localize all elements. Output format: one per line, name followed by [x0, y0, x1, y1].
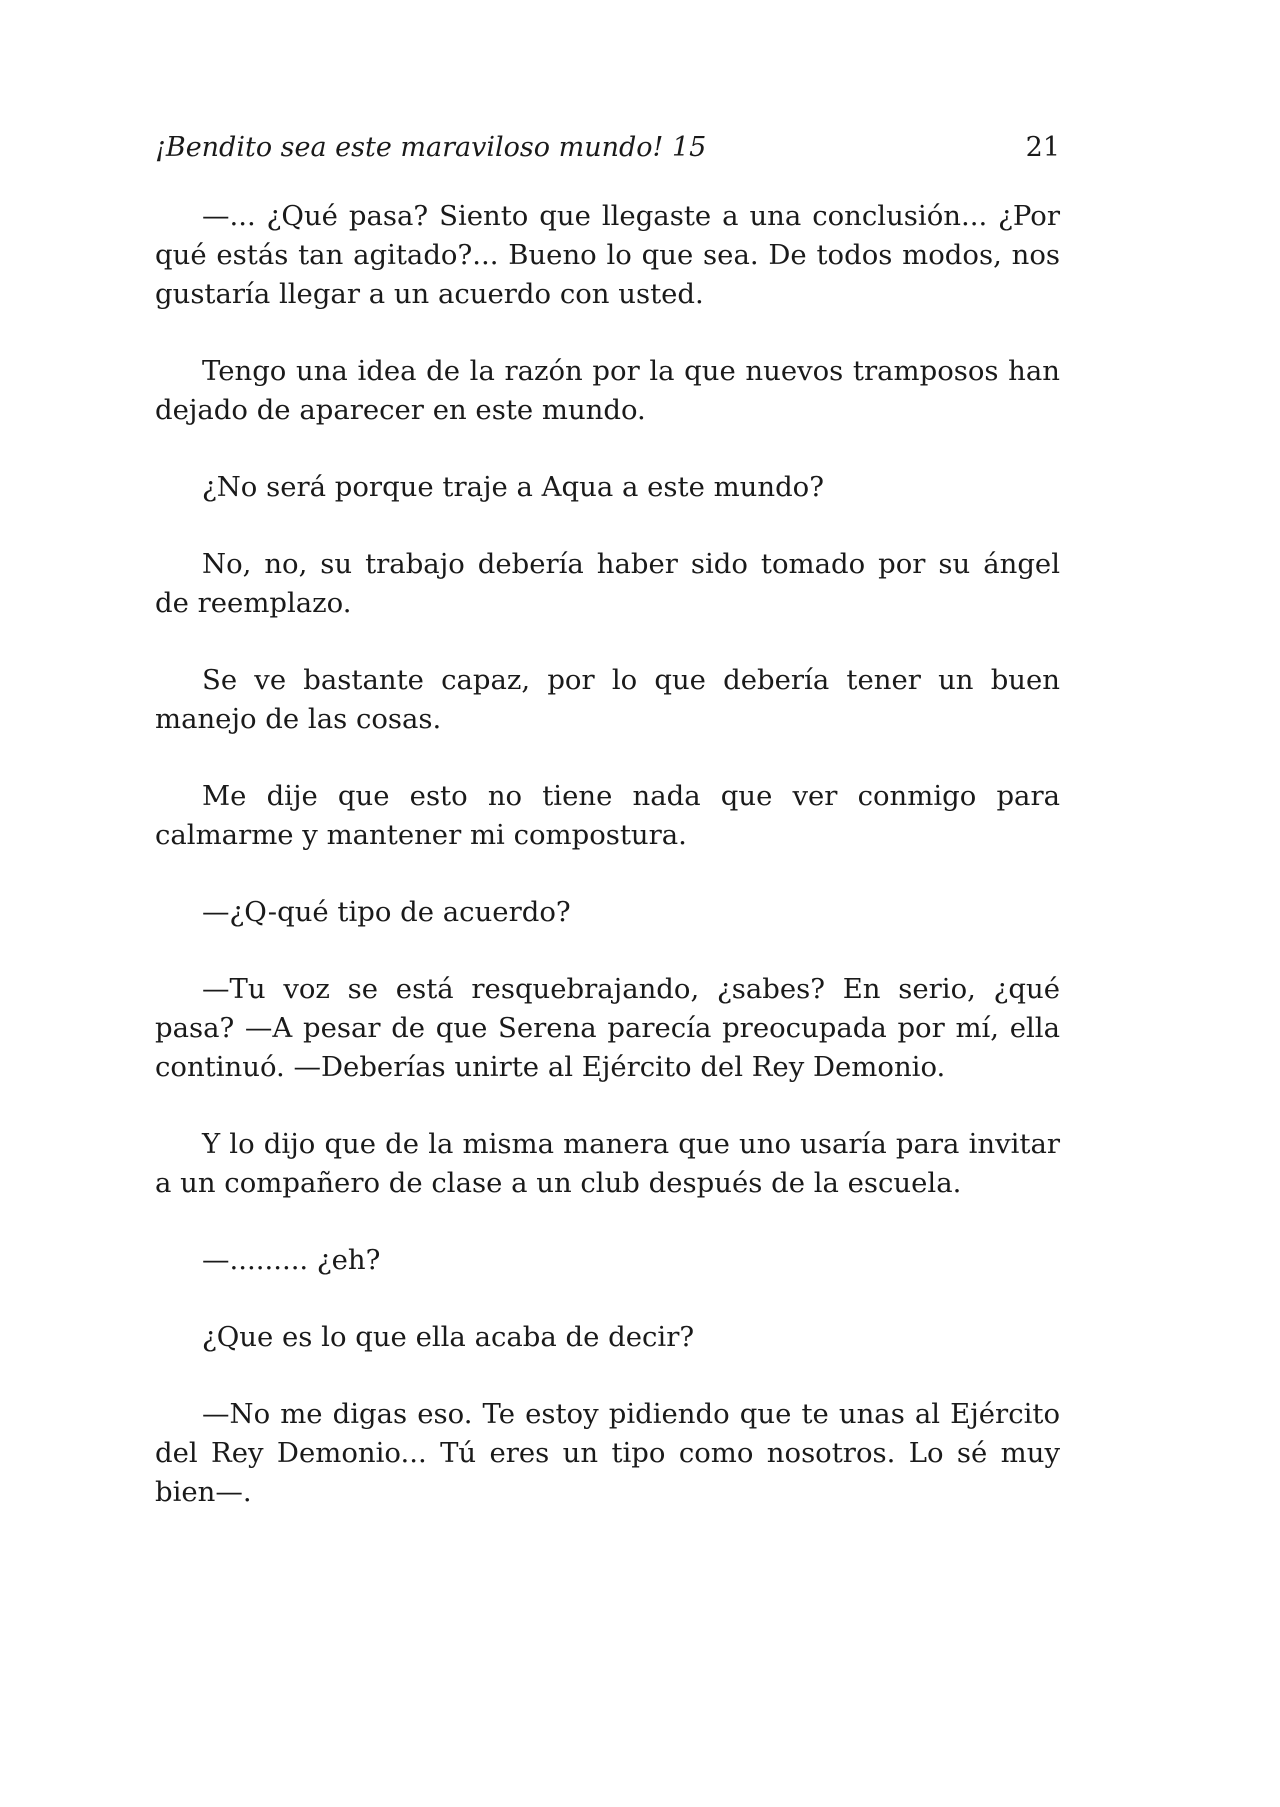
document-page [155, 130, 1060, 1550]
paragraph: —......... ¿eh? [202, 1244, 381, 1277]
paragraph: —No me digas eso. Te estoy pidiendo que te unas al Ejército del Rey Demonio... Tú eres un tipo como nosotros. Lo sé muy bien—. [155, 1398, 1060, 1509]
running-title: ¡Bendito sea este maraviloso mundo! 15 [155, 132, 707, 163]
paragraph: —¿Q-qué tipo de acuerdo? [202, 896, 571, 929]
running-header [155, 130, 1060, 165]
paragraph: ¿No será porque traje a Aqua a este mundo? [202, 471, 824, 504]
body-text [155, 197, 1060, 1512]
paragraph: Tengo una idea de la razón por la que nuevos tramposos han dejado de aparecer en este mundo. [155, 355, 1060, 427]
paragraph: ¿Que es lo que ella acaba de decir? [202, 1321, 695, 1354]
paragraph: Me dije que esto no tiene nada que ver conmigo para calmarme y mantener mi compostura. [155, 780, 1060, 852]
paragraph: Y lo dijo que de la misma manera que uno usaría para invitar a un compañero de clase a un club después de la escuela. [155, 1128, 1060, 1200]
paragraph: Se ve bastante capaz, por lo que debería tener un buen manejo de las cosas. [155, 664, 1060, 736]
page-number: 21 [1025, 132, 1060, 163]
paragraph: —Tu voz se está resquebrajando, ¿sabes? En serio, ¿qué pasa? —A pesar de que Serena parecía preocupada por mí, ella continuó. —Deberías unirte al Ejército del Rey Demonio. [155, 973, 1060, 1084]
paragraph: —... ¿Qué pasa? Siento que llegaste a una conclusión... ¿Por qué estás tan agitado?... Bueno lo que sea. De todos modos, nos gustaría llegar a un acuerdo con usted. [155, 200, 1060, 311]
paragraph: No, no, su trabajo debería haber sido tomado por su ángel de reemplazo. [155, 548, 1060, 620]
